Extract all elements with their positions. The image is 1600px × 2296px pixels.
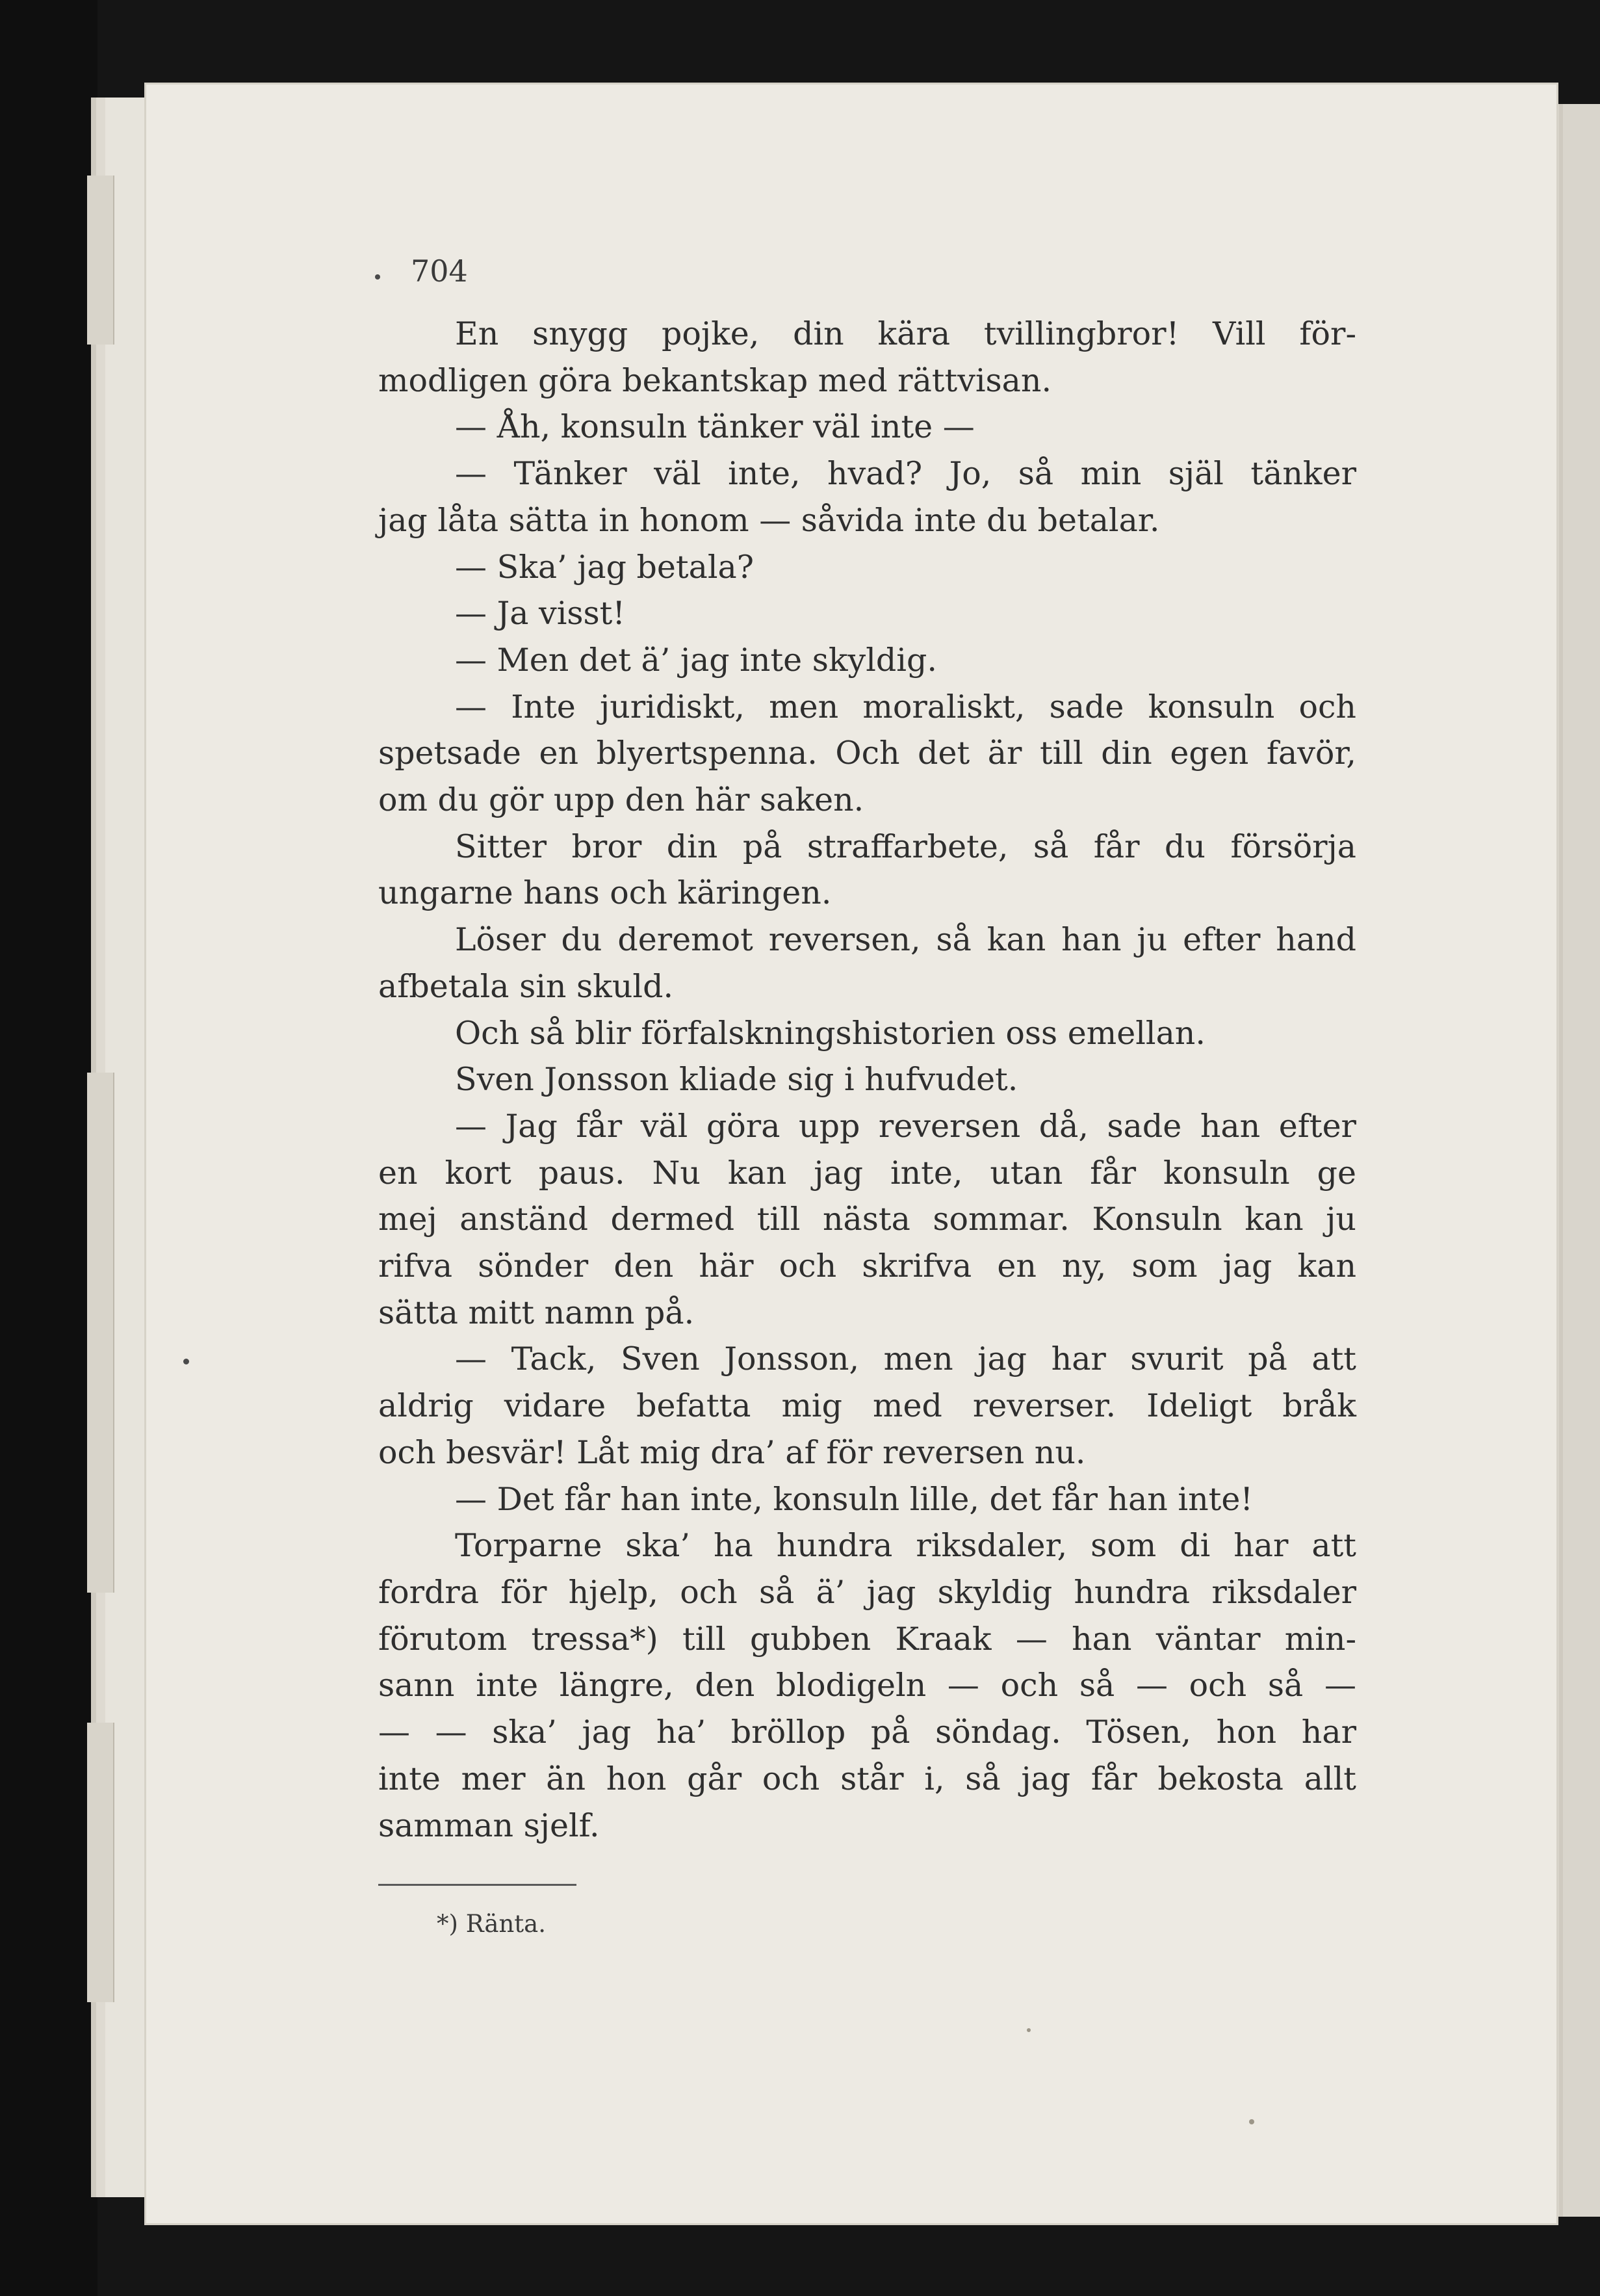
stain-dot bbox=[1249, 2119, 1254, 2124]
text-line: inte mer än hon går och står i, så jag får bekosta allt bbox=[378, 1760, 1356, 1797]
torn-edge-fragment bbox=[87, 1255, 114, 1593]
text-line: — Ja visst! bbox=[455, 595, 626, 633]
text-line: aldrig vidare befatta mig med reverser. Ideligt bråk bbox=[378, 1387, 1356, 1425]
text-line: om du gör upp den här saken. bbox=[378, 781, 864, 819]
text-line: modligen göra bekantskap med rättvisan. bbox=[378, 361, 1052, 399]
book-binding bbox=[0, 0, 97, 2296]
next-page-edge bbox=[1550, 104, 1600, 2217]
text-line: — Men det ä’ jag inte skyldig. bbox=[455, 641, 937, 679]
text-line: — Ska’ jag betala? bbox=[455, 548, 754, 586]
page-body-text bbox=[378, 311, 1356, 1849]
torn-edge-fragment bbox=[87, 1073, 114, 1281]
stain-dot bbox=[183, 1359, 189, 1364]
text-line: — Jag får väl göra upp reversen då, sade han efter bbox=[455, 1107, 1356, 1145]
text-line: — Tänker väl inte, hvad? Jo, så min själ tänker bbox=[455, 455, 1356, 493]
text-line: — — ska’ jag ha’ bröllop på söndag. Tösen, hon har bbox=[378, 1714, 1356, 1751]
next-page-ghost-line bbox=[1559, 104, 1563, 2217]
text-line: Löser du deremot reversen, så kan han ju efter hand bbox=[455, 921, 1356, 959]
text-line: En snygg pojke, din kära tvillingbror! Vill för- bbox=[455, 315, 1356, 352]
footnote-rule bbox=[378, 1884, 576, 1886]
text-line: mej anständ dermed till nästa sommar. Konsuln kan ju bbox=[378, 1201, 1356, 1238]
text-line: — Det får han inte, konsuln lille, det får han inte! bbox=[455, 1480, 1254, 1518]
text-line: en kort paus. Nu kan jag inte, utan får konsuln ge bbox=[378, 1154, 1356, 1192]
text-line: — Inte juridiskt, men moraliskt, sade konsuln och bbox=[455, 688, 1356, 725]
text-line: Och så blir förfalskningshistorien oss emellan. bbox=[455, 1014, 1206, 1052]
text-line: — Åh, konsuln tänker väl inte — bbox=[455, 408, 975, 446]
text-line: spetsade en blyertspenna. Och det är till din egen favör, bbox=[378, 735, 1356, 772]
text-line: Torparne ska’ ha hundra riksdaler, som di har att bbox=[455, 1527, 1356, 1565]
text-line: fordra för hjelp, och så ä’ jag skyldig hundra riksdaler bbox=[378, 1573, 1356, 1611]
text-line: sann inte längre, den blodigeln — och så — och så — bbox=[378, 1667, 1356, 1704]
text-line: rifva sönder den här och skrifva en ny, som jag kan bbox=[378, 1247, 1356, 1285]
page-number: 704 bbox=[411, 254, 468, 289]
text-line: sätta mitt namn på. bbox=[378, 1294, 695, 1331]
printer-dot bbox=[375, 274, 380, 280]
text-line: afbetala sin skuld. bbox=[378, 967, 674, 1005]
text-line: Sitter bror din på straffarbete, så får du försörja bbox=[455, 828, 1356, 865]
torn-edge-fragment bbox=[87, 176, 114, 345]
text-line: ungarne hans och käringen. bbox=[378, 874, 832, 912]
text-line: och besvär! Låt mig dra’ af för reversen nu. bbox=[378, 1433, 1086, 1471]
footnote: *) Ränta. bbox=[437, 1910, 546, 1938]
text-line: samman sjelf. bbox=[378, 1807, 600, 1844]
text-line: förutom tressa*) till gubben Kraak — han väntar min- bbox=[378, 1620, 1356, 1658]
text-line: Sven Jonsson kliade sig i hufvudet. bbox=[455, 1061, 1018, 1099]
text-line: — Tack, Sven Jonsson, men jag har svurit på att bbox=[455, 1340, 1356, 1378]
text-line: jag låta sätta in honom — såvida inte du betalar. bbox=[378, 501, 1160, 539]
stain-dot bbox=[1027, 2028, 1031, 2032]
torn-edge-fragment bbox=[87, 1723, 114, 2002]
